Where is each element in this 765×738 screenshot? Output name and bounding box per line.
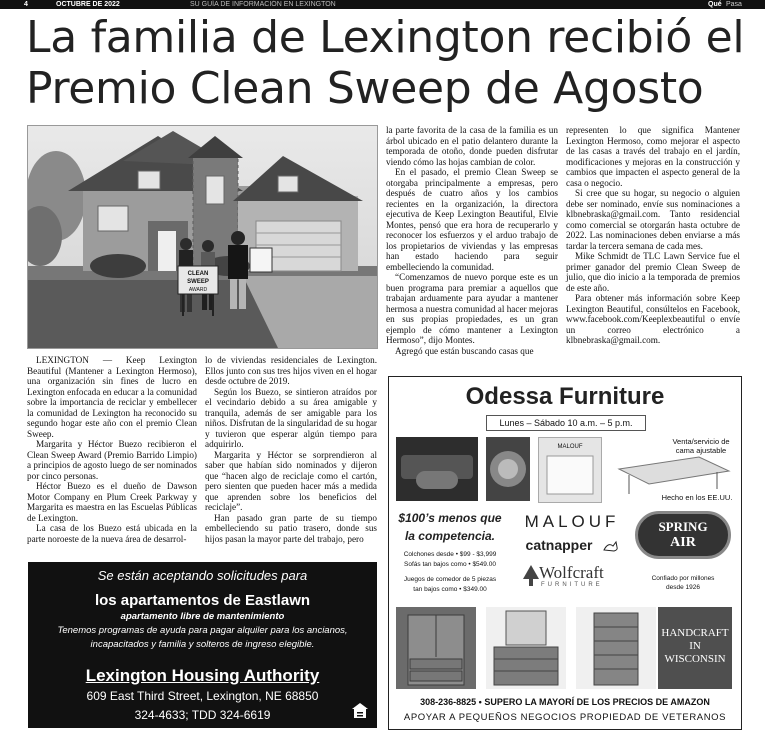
paragraph: Según los Buezo, se sintieron atraídos por el vecindario debido a su área amigable y tranquila, además de ser amigable para los niños. Disfrutan de la singularidad de su hogar y tuvieron que esperar algún tiempo para adquirirlo.	[205, 386, 377, 449]
ad-org-name: Lexington Housing Authority	[85, 666, 320, 685]
malouf-logo: MALOUF	[524, 512, 620, 531]
ad-phone: 324-4633; TDD 324-6619	[134, 708, 271, 722]
page-header-bar	[0, 0, 765, 9]
paragraph: representen lo que significa Mantener Lexington Hermoso, como mejorar el aspecto de las casas a través del trabajo en el jardín, modificaciones y mejoras en la construcción y cambios que impacten el aspecto general de la casa o negocio.	[566, 125, 740, 188]
paragraph: Mike Schmidt de TLC Lawn Service fue el primer ganador del premio Clean Sweep de julio, que dio inicio a la temporada de premios de este año.	[566, 251, 740, 293]
paragraph: Han pasado gran parte de su tiempo embelleciendo su patio trasero, donde sus hijos pasan la mayor parte del trabajo, pero	[205, 512, 377, 544]
trusted-line-1: Confiado por millones	[651, 575, 715, 582]
issue-date: OCTUBRE DE 2022	[56, 1, 120, 8]
trusted-line-2: desde 1926	[666, 584, 700, 591]
armoire-image	[396, 607, 476, 689]
sign-text-1: CLEAN	[187, 271, 209, 277]
article-column-1	[27, 355, 197, 544]
paragraph: LEXINGTON — Keep Lexington Beautiful (Mantener a Lexington Hermoso), una organización sin fines de lucro en Lexington enfocada en educar a la comunidad sobre la importancia de reciclar y embellecer la comunidad de Lexington ha reconocido su segundo hogar este año con el premio Clean Sweep.	[27, 355, 197, 439]
masthead-bold: Qué	[708, 1, 722, 8]
price-sofa: Sofás tan bajos como • $549.00	[404, 561, 496, 568]
article-photo	[27, 125, 378, 349]
malouf-mattress-image	[538, 437, 602, 503]
handcraft-line-3: WISCONSIN	[664, 653, 726, 665]
catnapper-logo: catnapper	[525, 537, 593, 553]
housing-authority-ad	[28, 562, 377, 728]
headline-line-1: La familia de Lexington recibió el	[26, 12, 745, 63]
article-column-3	[386, 125, 558, 356]
usa-caption: Hecho en los EE.UU.	[661, 493, 733, 502]
paragraph: La casa de los Buezo está ubicada en la parte noroeste de la nueva área de desarrol-	[27, 523, 197, 544]
paragraph: Héctor Buezo es el dueño de Dawson Motor Company en Plum Creek Parkway y Margarita es maestra en las Escuelas Públicas de Lexington.	[27, 481, 197, 523]
handcraft-badge	[658, 607, 732, 689]
equal-housing-icon	[351, 702, 369, 720]
ad-apartments: los apartamentos de Eastlawn	[94, 592, 311, 609]
wolfcraft-logo: Wolfcraft	[539, 563, 604, 582]
headline-line-2: Premio Clean Sweep de Agosto	[26, 63, 704, 114]
store-hours: Lunes – Sábado 10 a.m. – 5 p.m.	[486, 415, 646, 431]
malouf-box-label: MALOUF	[557, 444, 583, 450]
section-title: SU GUÍA DE INFORMACIÓN EN LEXINGTON	[190, 1, 336, 8]
ad-programs-2: incapacitados y familia y solteros de ingreso elegible.	[90, 639, 315, 650]
price-dining: Juegos de comedor de 5 piezas	[403, 576, 497, 583]
paragraph: Agregó que están buscando casas que	[395, 345, 534, 356]
promo-line-1: $100’s menos que	[398, 511, 502, 525]
promo-line-2: la competencia.	[404, 529, 496, 543]
handcraft-line-2: IN	[689, 640, 701, 652]
masthead-rest: Pasa	[726, 1, 742, 8]
ad-programs-1: Tenemos programas de ayuda para pagar alquiler para los ancianos,	[57, 625, 348, 636]
paragraph: Si cree que su hogar, su negocio o alguien debe ser nominado, envíe sus nominaciones a klbnebraska@gmail.com. Tanto residencial como comercial se otorgarán hasta octubre de 2022. Las nominaciones deben enviarse a más tardar la tercera semana de cada mes.	[566, 188, 740, 251]
article-column-4	[566, 125, 740, 346]
house-family-illustration	[28, 126, 377, 348]
chest-drawers-image	[576, 607, 656, 689]
article-headline	[26, 12, 756, 114]
ad-maintenance: apartamento libre de mantenimiento	[120, 611, 285, 622]
paragraph: la parte favorita de la casa de la familia es un árbol ubicado en el patio delantero durante la temporada de otoño, donde pueden disfrutar viendo cómo las hojas cambian de color.	[386, 125, 558, 167]
article-column-2	[205, 355, 377, 544]
handcraft-line-1: HANDCRAFT	[661, 627, 729, 639]
sign-text-2: SWEEP	[187, 279, 209, 285]
sign-text-3: AWARD	[188, 287, 208, 293]
paragraph: En el pasado, el premio Clean Sweep se otorgaba principalmente a empresas, pero después de cuatro años y los cambios recientes en la organización, la directora ejecutiva de Keep Lexington Beautiful, Elvie Montes, pensó que era hora de recuperarlo y reconocer los esfuerzos y el arduo trabajo de los propietarios de viviendas y las empresas han estado haciendo para seguir embelleciendo la comunidad.	[386, 167, 558, 272]
paragraph: Margarita y Héctor Buezo recibieron el Clean Sweep Award (Premio Barrido Limpio) a principios de agosto luego de ser nominados por cinco personas.	[27, 439, 197, 481]
store-name: Odessa Furniture	[465, 383, 665, 410]
dresser-mirror-image	[486, 607, 566, 689]
spring-air-logo	[635, 511, 731, 559]
ad-intro: Se están aceptando solicitudes para	[97, 568, 308, 583]
wolfcraft-sub: FURNITURE	[541, 582, 603, 588]
cat-icon	[603, 540, 619, 552]
sofa-image	[396, 437, 478, 501]
footer-phone: 308-236-8825 • SUPERO LA MAYORÍ DE LOS PRECIOS DE AMAZON	[420, 697, 710, 707]
tree-icon	[521, 564, 541, 588]
bed-caption: Venta/servicio de cama ajustable	[672, 437, 730, 455]
spring-air-line-1: SPRING	[658, 519, 708, 534]
footer-veterans: APOYAR A PEQUEÑOS NEGOCIOS PROPIEDAD DE VETERANOS	[403, 712, 727, 723]
paragraph: “Comenzamos de nuevo porque este es un buen programa para premiar a aquellos que trabajan arduamente para ayudar a mantener hermosa a nuestra comunidad al hacer mejoras en sus propias propiedades, es un gran ejemplo de cómo mantener a Lexington Hermoso”, dijo Montes.	[386, 272, 558, 345]
paragraph: Margarita y Héctor se sorprendieron al saber que habían sido nominados y dijeron que “hacen algo de reciclaje como el cartón, pero sienten que pueden hacer más a medida que aprenden sobre los beneficios del reciclaje”.	[205, 449, 377, 512]
spring-air-line-2: AIR	[670, 535, 696, 550]
ad-address: 609 East Third Street, Lexington, NE 68850	[86, 689, 319, 703]
paragraph: Para obtener más información sobre Keep Lexington Beautiful, consúltelos en Facebook, www.facebook.com/Keeplexbeautiful o envíe un correo electrónico a klbnebraska@gmail.com.	[566, 293, 740, 345]
page-number: 4	[24, 1, 28, 8]
price-mattress: Colchones desde • $99 - $3,999	[403, 551, 497, 558]
price-dining-2: tan bajos como • $349.00	[413, 586, 487, 593]
fabric-swatch-image	[486, 437, 530, 501]
odessa-furniture-ad	[388, 376, 742, 730]
paragraph: lo de viviendas residenciales de Lexington. Ellos junto con sus tres hijos viven en el hogar desde octubre de 2019.	[205, 355, 377, 386]
